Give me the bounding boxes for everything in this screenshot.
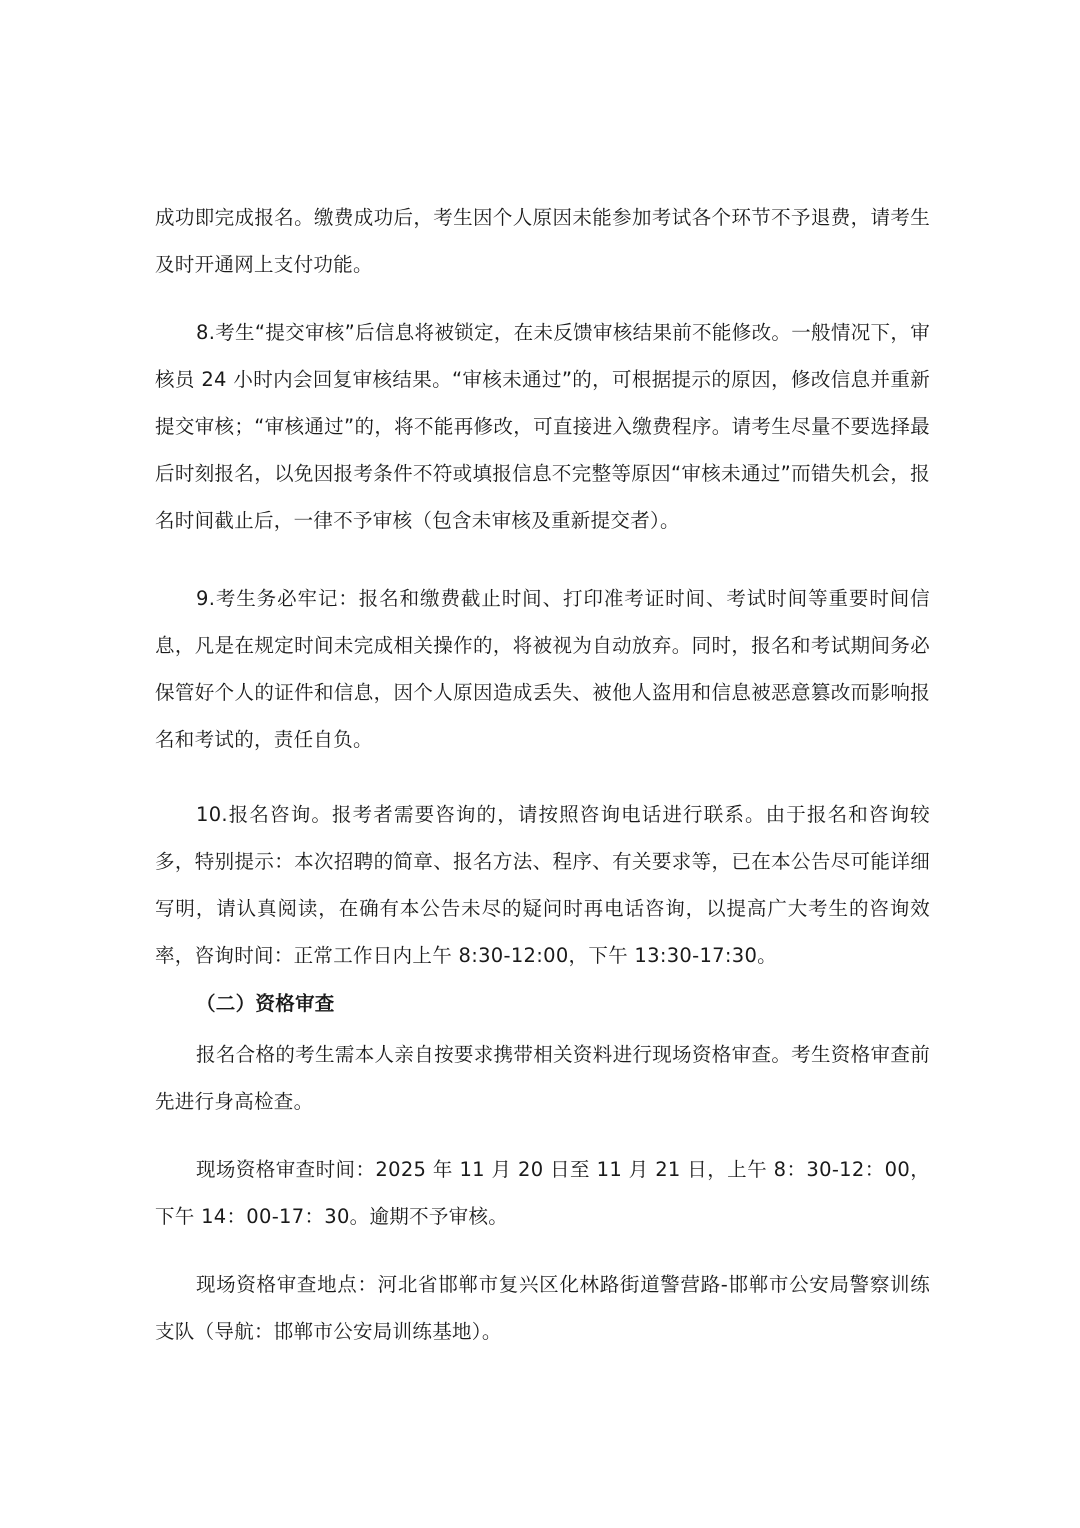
paragraph-item-10-consultation: 10.报名咨询。报考者需要咨询的，请按照咨询电话进行联系。由于报名和咨询较多，特别提示：本次招聘的简章、报名方法、程序、有关要求等，已在本公告尽可能详细写明，请认真阅读，在确有本公告未尽的疑问时再电话咨询，以提高广大考生的咨询效率，咨询时间：正常工作日内上午 8:30-12:00，下午 13:30-17:30。 bbox=[155, 803, 930, 967]
paragraph-item-9-remember-deadlines: 9.考生务必牢记：报名和缴费截止时间、打印准考证时间、考试时间等重要时间信息，凡是在规定时间未完成相关操作的，将被视为自动放弃。同时，报名和考试期间务必保管好个人的证件和信息，因个人原因造成丢失、被他人盗用和信息被恶意篡改而影响报名和考试的，责任自负。 bbox=[155, 587, 930, 751]
paragraph-payment-continuation: 成功即完成报名。缴费成功后，考生因个人原因未能参加考试各个环节不予退费，请考生及时开通网上支付功能。 bbox=[155, 206, 930, 276]
paragraph-qualification-review-intro: 报名合格的考生需本人亲自按要求携带相关资料进行现场资格审查。考生资格审查前先进行身高检查。 bbox=[155, 1043, 930, 1113]
paragraph-qualification-review-location: 现场资格审查地点：河北省邯郸市复兴区化林路街道警营路-邯郸市公安局警察训练支队（导航：邯郸市公安局训练基地）。 bbox=[155, 1273, 930, 1343]
section-heading-qualification-review: （二）资格审查 bbox=[196, 992, 335, 1015]
paragraph-qualification-review-time: 现场资格审查时间：2025 年 11 月 20 日至 11 月 21 日，上午 8：30-12：00，下午 14：00-17：30。逾期不予审核。 bbox=[155, 1158, 930, 1228]
paragraph-item-8-review-lock: 8.考生“提交审核”后信息将被锁定，在未反馈审核结果前不能修改。一般情况下，审核员 24 小时内会回复审核结果。“审核未通过”的，可根据提示的原因，修改信息并重新提交审核；“审核通过”的，将不能再修改，可直接进入缴费程序。请考生尽量不要选择最后时刻报名，以免因报考条件不符或填报信息不完整等原因“审核未通过”而错失机会，报名时间截止后，一律不予审核（包含未审核及重新提交者）。 bbox=[155, 321, 930, 532]
